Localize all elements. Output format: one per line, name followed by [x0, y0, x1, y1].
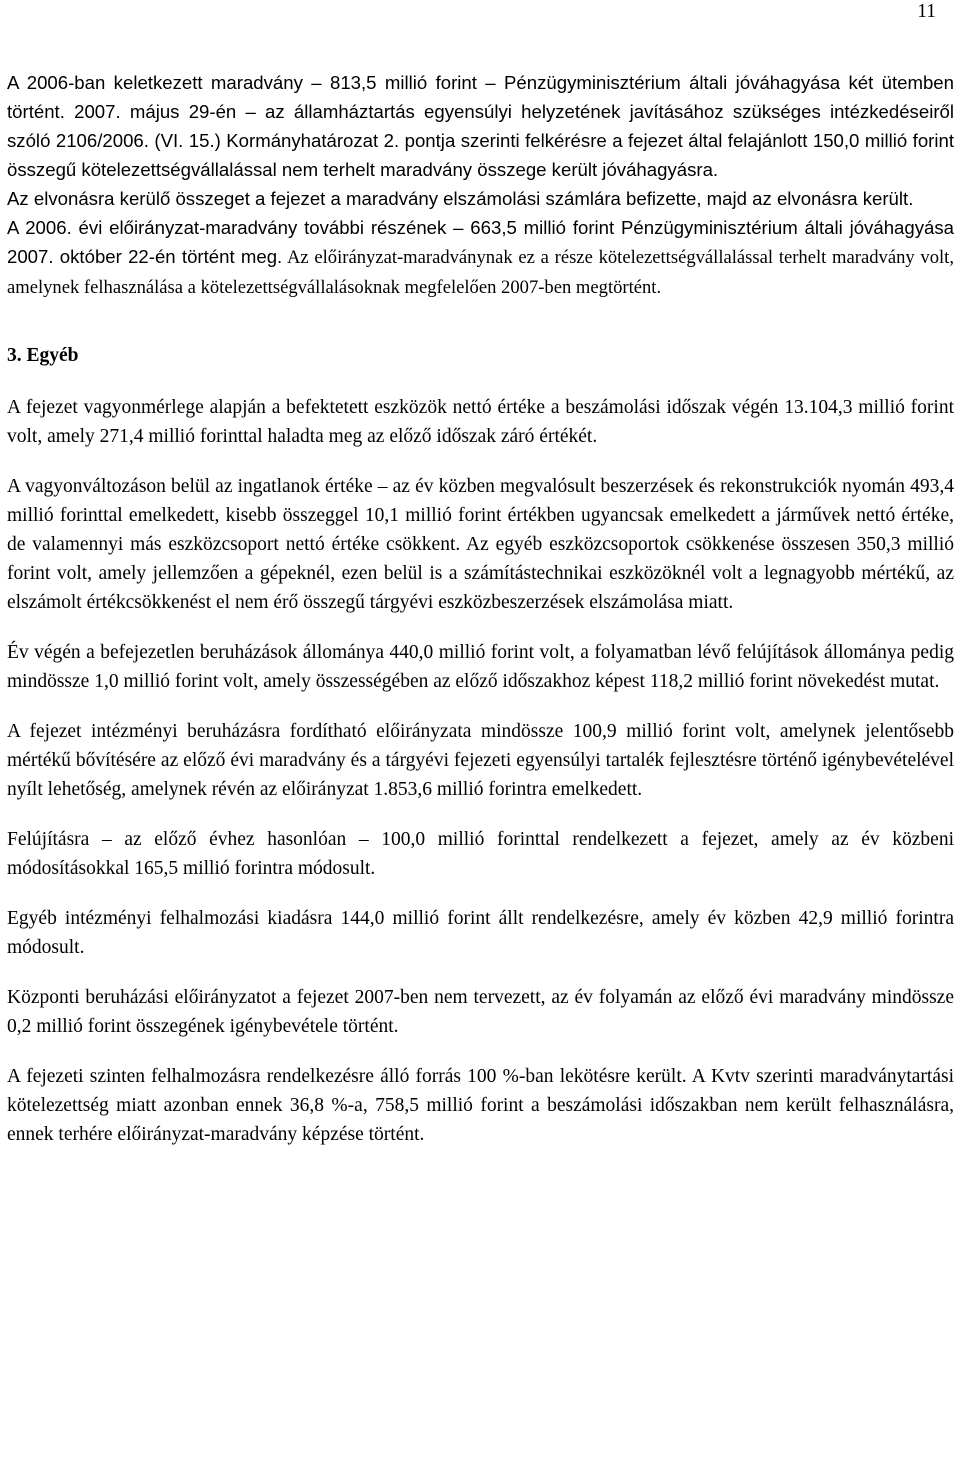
spacer [7, 962, 954, 983]
paragraph-unfinished-investments: Év végén a befejezetlen beruházások állománya 440,0 millió forint volt, a folyamatban lévő felújítások állománya pedig mindössze 1,0 millió forint volt, amely összességében az előző időszakhoz képest 118,2 millió forint növekedést mutat. [7, 642, 954, 692]
page-number: 11 [917, 1, 936, 22]
intro-paragraph-3 [7, 213, 954, 302]
paragraph-institutional-investment: A fejezet intézményi beruházásra fordítható előirányzata mindössze 100,9 millió forint volt, amelynek jelentősebb mértékű bővítésére az előző évi maradvány és a tárgyévi fejezeti egyensúlyi tartalék fejlesztésre történő igénybevételével nyílt lehetőség, amelynek révén az előirányzat 1.853,6 millió forintra emelkedett. [7, 721, 954, 800]
paragraph-central-investment: Központi beruházási előirányzatot a fejezet 2007-ben nem tervezett, az év folyamán az előző évi maradvány mindössze 0,2 millió forint összegének igénybevétele történt. [7, 987, 954, 1037]
paragraph-renovation: Felújításra – az előző évhez hasonlóan – 100,0 millió forinttal rendelkezett a fejezet, amely az év közbeni módosításokkal 165,5 millió forintra módosult. [7, 829, 954, 879]
spacer [7, 302, 954, 341]
spacer [7, 451, 954, 472]
spacer [7, 370, 954, 393]
spacer [7, 804, 954, 825]
section-heading: 3. Egyéb [7, 345, 79, 366]
spacer [7, 617, 954, 638]
spacer [7, 1041, 954, 1062]
spacer [7, 883, 954, 904]
paragraph-assets: A fejezet vagyonmérlege alapján a befektetett eszközök nettó értéke a beszámolási időszak végén 13.104,3 millió forint volt, amely 271,4 millió forinttal haladta meg az előző időszak záró értékét. [7, 397, 954, 447]
paragraph-asset-changes: A vagyonváltozáson belül az ingatlanok értéke – az év közben megvalósult beszerzések és rekonstrukciók nyomán 493,4 millió forinttal emelkedett, kisebb összeggel 10,1 millió forint értékben ugyancsak emelkedett a járművek nettó értéke, de valamennyi más eszközcsoport nettó értéke csökkent. Az egyéb eszközcsoportok csökkenése összesen 350,3 millió forint volt, amely jellemzően a gépeknél, ezen belül is a számítástechnikai eszközöknél volt a legnagyobb mértékű, az elszámolt értékcsökkenést el nem érő összegű tárgyévi eszközbeszerzések elszámolása miatt. [7, 476, 954, 613]
intro-paragraph-3-part-2: Az előirányzat-maradványnak ez a része kötelezettségvállalással terhelt maradvány volt, amelynek felhasználása a kötelezettségvállalásoknak megfelelően 2007-ben megtörtént. [7, 247, 954, 298]
intro-paragraph-2: Az elvonásra kerülő összeget a fejezet a maradvány elszámolási számlára befizette, majd az elvonásra került. [7, 188, 914, 209]
paragraph-other-accumulation: Egyéb intézményi felhalmozási kiadásra 144,0 millió forint állt rendelkezésre, amely év közben 42,9 millió forintra módosult. [7, 908, 954, 958]
intro-paragraph-1: A 2006-ban keletkezett maradvány – 813,5 millió forint – Pénzügyminisztérium általi jóváhagyása két ütemben történt. 2007. május 29-én – az államháztartás egyensúlyi helyzetének javításához szükséges intézkedéseiről szóló 2106/2006. (VI. 15.) Kormányhatározat 2. pontja szerinti felkérésre a fejezet által felajánlott 150,0 millió forint összegű kötelezettségvállalással nem terhelt maradvány összege került jóváhagyásra. [7, 72, 954, 180]
document-body [7, 68, 954, 1149]
intro-paragraph-3-part-1: A 2006. évi előirányzat-maradvány további részének – 663,5 millió forint Pénzügyminisztérium általi jóváhagyása 2007. október 22-én történt meg. [7, 217, 954, 267]
paragraph-chapter-level-sources: A fejezeti szinten felhalmozásra rendelkezésre álló forrás 100 %-ban lekötésre került. A Kvtv szerinti maradványtartási kötelezettség miatt azonban ennek 36,8 %-a, 758,5 millió forint a beszámolási időszakban nem került felhasználásra, ennek terhére előirányzat-maradvány képzése történt. [7, 1066, 954, 1145]
spacer [7, 696, 954, 717]
